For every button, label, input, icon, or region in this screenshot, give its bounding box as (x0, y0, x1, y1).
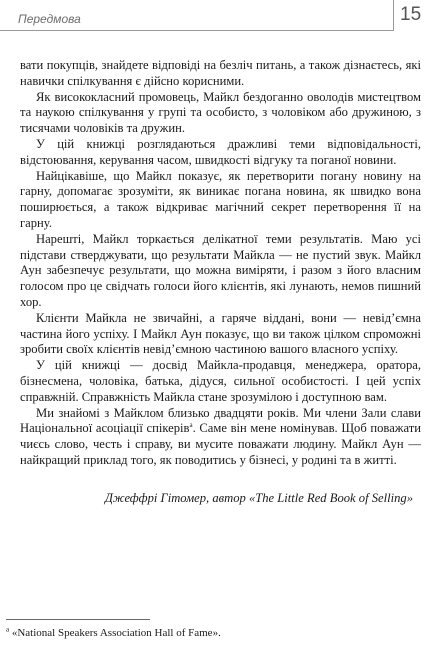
footnote (6, 627, 221, 639)
paragraph: У цій книжці розглядаються дражливі теми відповідальності, відстоювання, керування часом, швидкості відгуку та поганої новини. (20, 136, 421, 167)
paragraph-text: . Саме він мене номінував. Щоб поважати чиєсь слово, честь і справу, ви мусите поважати людину. Майкл Аун — найкращий приклад того, як поводитись у бізнесі, у родині та в житті. (20, 421, 422, 467)
footnote-rule (6, 619, 150, 620)
running-head: Передмова (18, 12, 81, 26)
footnote-marker: a (6, 625, 10, 634)
footnote-reference[interactable]: a (189, 421, 193, 430)
signature: Джеффрі Гітомер, автор «The Little Red Book of Selling» (104, 491, 413, 505)
paragraph: Як висококласний промовець, Майкл бездоганно оволодів мистецтвом та наукою спілкування у групі та особисто, з чоловіком або дружиною, з тисячами чоловіків та дружин. (20, 89, 421, 136)
footnote-text: «National Speakers Association Hall of Fame». (9, 627, 221, 639)
header-vertical-rule (393, 0, 394, 31)
paragraph: Нарешті, Майкл торкається делікатної теми результатів. Маю усі підстави стверджувати, що результати Майкла — не пустий звук. Майкл Аун забезпечує результати, що можна виміряти, і разом з його власним голосом про це свідчать голоси його клієнтів, які лунають, немов пишний хор. (20, 231, 421, 309)
header-rule (0, 30, 394, 31)
paragraph: вати покупців, знайдете відповіді на безліч питань, а також дізнаєтесь, які навички спілкування є дійсно корисними. (20, 58, 421, 88)
paragraph (20, 406, 421, 469)
page-number: 15 (400, 4, 422, 25)
paragraph: Найцікавіше, що Майкл показує, як перетворити погану новину на гарну, допомагає зрозуміти, як виникає погана новина, як швидко вона поширюється, а також відкриває магічний секрет перетворення її на гарну. (20, 168, 421, 230)
paragraph: У цій книжці — досвід Майкла-продавця, менеджера, оратора, бізнесмена, чоловіка, батька, дідуся, сильної особистості. І цей успіх справжній. Справжність Майкла стане зрозумілою і доступною вам. (20, 358, 421, 404)
paragraph: Клієнти Майкла не звичайні, а гаряче віддані, вони — невід’ємна частина його успіху. І Майкл Аун показує, що ви також цілком спроможні зробити своїх клієнтів невід’ємною частиною вашого власного успіху. (20, 310, 421, 357)
body-text (20, 58, 421, 469)
paragraph-text: Ми знайомі з Майклом близько двадцяти років. Ми члени Зали слави Національної асоціації спікерів (20, 405, 421, 436)
page-header (0, 0, 442, 44)
